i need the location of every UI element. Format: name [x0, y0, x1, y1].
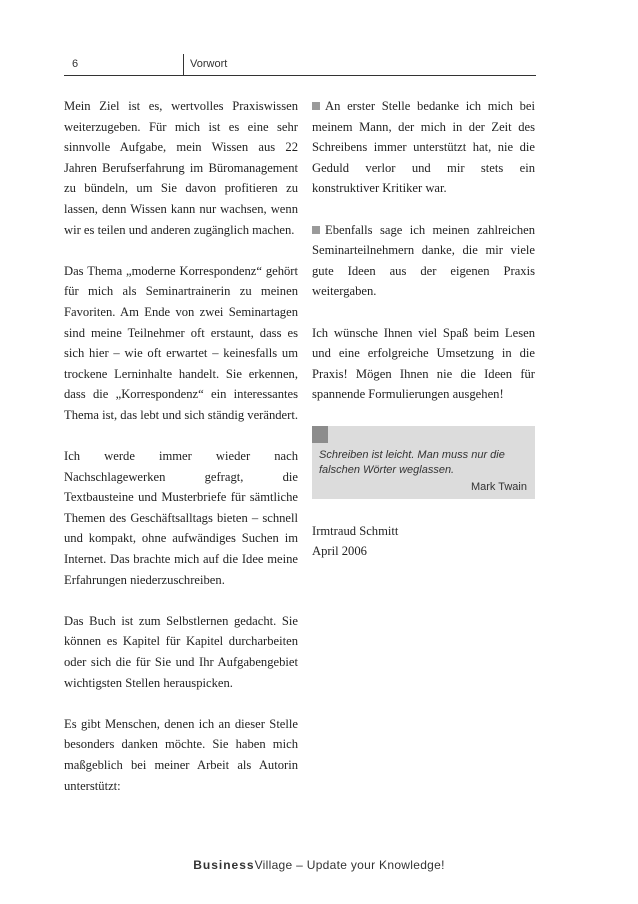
- footer-tagline: – Update your Knowledge!: [292, 858, 445, 872]
- quote-marker: [312, 426, 328, 443]
- footer-brand-rest: Village: [254, 858, 293, 872]
- footer-brand-bold: Business: [193, 858, 255, 872]
- right-column: [312, 96, 535, 562]
- paragraph: Das Thema „moderne Korrespondenz“ gehört für mich als Seminartrainerin zu meinen Favoriten. Am Ende von zwei Seminartagen sind meine Teilnehmer oft erstaunt, dass es sich hier – wie oft erwartet – keinesfalls um trockene Lerninhalte handelt. Sie erkennen, dass die „Korrespondenz“ ein interessantes Thema ist, das lebt und sich ständig verändert.: [64, 263, 298, 422]
- paragraph: Mein Ziel ist es, wertvolles Praxiswissen weiterzugeben. Für mich ist es eine sehr sinnvolle Aufgabe, mein Wissen aus 22 Jahren Berufserfahrung im Büromanagement zu bündeln, um Sie davon profitieren zu lassen, denn Wissen kann nur wachsen, wenn wir es teilen und anderen zugänglich machen.: [64, 99, 298, 237]
- square-bullet-icon: [312, 226, 320, 234]
- paragraph: Es gibt Menschen, denen ich an dieser Stelle besonders danken möchte. Sie haben mich maßgeblich bei meiner Arbeit als Autorin unterstützt:: [64, 716, 298, 793]
- quote-author: Mark Twain: [470, 480, 527, 493]
- bullet-paragraph-text: Ebenfalls sage ich meinen zahlreichen Seminarteilnehmern danke, die mir viele gute Ideen aus der eigenen Praxis weitergaben.: [312, 222, 535, 299]
- page-number: 6: [72, 58, 79, 70]
- bullet-paragraph-text: An erster Stelle bedanke ich mich bei meinem Mann, der mich in der Zeit des Schreibens immer unterstützt hat, nie die Geduld verlor und mir stets ein konstruktiver Kritiker war.: [312, 99, 535, 196]
- paragraph: Das Buch ist zum Selbstlernen gedacht. Sie können es Kapitel für Kapitel durcharbeiten oder sich die für Sie und Ihr Aufgabengebiet wichtigsten Stellen herauspicken.: [64, 613, 298, 690]
- quote-text: Schreiben ist leicht. Man muss nur die falschen Wörter weglassen.: [319, 448, 505, 476]
- page-header: [64, 54, 536, 76]
- paragraph: Ich werde immer wieder nach Nachschlagewerken gefragt, die Textbausteine und Musterbriefe für sämtliche Themen des Geschäftsalltags bieten – schnell und kompakt, ohne aufwändiges Suchen im Internet. Das brachte mich auf die Idee meine Erfahrungen niederzuschreiben.: [64, 449, 298, 587]
- bullet-paragraph: [312, 96, 535, 199]
- header-divider: [183, 54, 184, 75]
- square-bullet-icon: [312, 102, 320, 110]
- signature: [312, 521, 535, 562]
- quote-box: [312, 426, 535, 499]
- bullet-paragraph: [312, 220, 535, 302]
- author-name: Irmtraud Schmitt: [312, 523, 399, 538]
- page-footer: [0, 858, 638, 872]
- signature-date: April 2006: [312, 544, 367, 559]
- closing-paragraph: Ich wünsche Ihnen viel Spaß beim Lesen und eine erfolgreiche Umsetzung in die Praxis! Mögen Ihnen nie die Ideen für spannende Formulierungen ausgehen!: [312, 325, 535, 402]
- left-column: [64, 96, 298, 817]
- section-title: Vorwort: [190, 58, 228, 70]
